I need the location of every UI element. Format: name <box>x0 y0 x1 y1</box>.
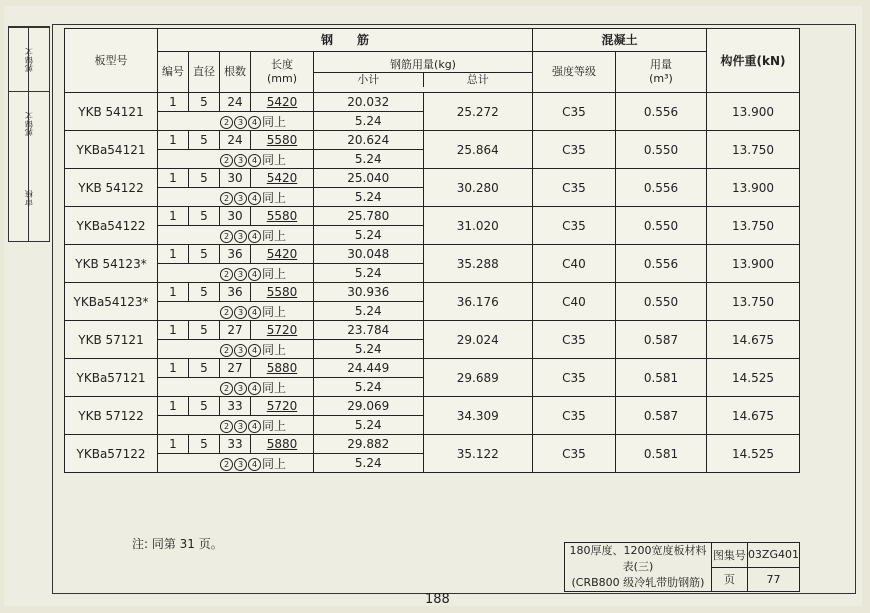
model-cell: YKBa54121 <box>65 131 158 169</box>
same-above-cell <box>158 378 314 397</box>
header-concrete: 混凝土 <box>533 29 707 52</box>
table-row <box>65 207 800 226</box>
weight-cell: 13.900 <box>707 169 800 207</box>
page-value: 77 <box>747 567 799 592</box>
header-length <box>251 52 314 93</box>
subtotal-cell: 23.784 <box>314 321 424 340</box>
count-cell: 30 <box>220 169 251 188</box>
count-cell: 33 <box>220 435 251 454</box>
subtotal-cell: 29.069 <box>314 397 424 416</box>
length-cell <box>251 169 314 188</box>
length-value: 5420 <box>266 171 298 185</box>
num-cell: 1 <box>158 93 189 112</box>
circled-number: 4 <box>248 420 261 433</box>
header-rebar: 钢 筋 <box>158 29 533 52</box>
total-cell: 25.864 <box>423 131 533 169</box>
length-cell <box>251 131 314 150</box>
subtotal2-cell: 5.24 <box>314 454 424 473</box>
title-block <box>564 542 800 592</box>
weight-cell: 13.750 <box>707 283 800 321</box>
circled-number: 3 <box>234 382 247 395</box>
subtotal-cell: 25.780 <box>314 207 424 226</box>
total-cell: 35.288 <box>423 245 533 283</box>
subtotal2-cell: 5.24 <box>314 378 424 397</box>
total-cell: 30.280 <box>423 169 533 207</box>
header-length-label: 长度 <box>271 58 293 71</box>
subtotal-cell: 20.032 <box>314 93 424 112</box>
dia-cell: 5 <box>189 169 220 188</box>
dia-cell: 5 <box>189 207 220 226</box>
count-cell: 33 <box>220 397 251 416</box>
total-cell: 31.020 <box>423 207 533 245</box>
model-cell: YKB 54123* <box>65 245 158 283</box>
length-cell <box>251 359 314 378</box>
dia-cell: 5 <box>189 359 220 378</box>
table-body <box>65 93 800 473</box>
subtotal-cell: 30.936 <box>314 283 424 302</box>
length-cell <box>251 93 314 112</box>
total-cell: 29.024 <box>423 321 533 359</box>
same-above-cell <box>158 416 314 435</box>
circled-number: 2 <box>220 192 233 205</box>
circled-number: 2 <box>220 458 233 471</box>
same-above-cell <box>158 302 314 321</box>
same-above-cell <box>158 150 314 169</box>
table-row <box>65 93 800 112</box>
same-above-cell <box>158 340 314 359</box>
circled-number: 4 <box>248 116 261 129</box>
same-above-text: 同上 <box>262 114 287 129</box>
circled-number: 4 <box>248 192 261 205</box>
circled-number: 4 <box>248 230 261 243</box>
strip-role: 审核 <box>24 190 34 206</box>
subtotal-cell: 20.624 <box>314 131 424 150</box>
num-cell: 1 <box>158 359 189 378</box>
volume-cell: 0.550 <box>616 131 707 169</box>
strip-names <box>9 27 49 92</box>
header-total: 总计 <box>466 72 489 86</box>
count-cell: 27 <box>220 321 251 340</box>
dia-cell: 5 <box>189 435 220 454</box>
count-cell: 36 <box>220 283 251 302</box>
length-value: 5720 <box>266 399 298 413</box>
same-above-text: 同上 <box>262 190 287 205</box>
weight-cell: 14.675 <box>707 321 800 359</box>
strip-name-2: 郭锦文 <box>24 112 34 136</box>
atlas-label: 图集号 <box>711 543 747 568</box>
count-cell: 27 <box>220 359 251 378</box>
header-usage-label: 钢筋用量(kg) <box>314 58 532 73</box>
header-num: 编号 <box>158 52 189 93</box>
same-above-text: 同上 <box>262 418 287 433</box>
header-volume-unit: (m³) <box>649 72 673 85</box>
count-cell: 24 <box>220 93 251 112</box>
same-above-text: 同上 <box>262 380 287 395</box>
same-above-cell <box>158 264 314 283</box>
subtotal-cell: 29.882 <box>314 435 424 454</box>
circled-number: 2 <box>220 382 233 395</box>
num-cell: 1 <box>158 321 189 340</box>
length-cell <box>251 245 314 264</box>
material-table <box>64 28 800 473</box>
length-cell <box>251 435 314 454</box>
grade-cell: C40 <box>533 283 616 321</box>
subtotal2-cell: 5.24 <box>314 302 424 321</box>
dia-cell: 5 <box>189 93 220 112</box>
count-cell: 36 <box>220 245 251 264</box>
grade-cell: C35 <box>533 169 616 207</box>
num-cell: 1 <box>158 131 189 150</box>
num-cell: 1 <box>158 207 189 226</box>
circled-number: 3 <box>234 458 247 471</box>
length-value: 5880 <box>266 361 298 375</box>
circled-number: 2 <box>220 268 233 281</box>
table-row <box>65 397 800 416</box>
volume-cell: 0.556 <box>616 245 707 283</box>
atlas-value: 03ZG401 <box>747 543 799 568</box>
subtotal-cell: 25.040 <box>314 169 424 188</box>
strip-name: 郭锦文 <box>24 48 34 72</box>
length-value: 5720 <box>266 323 298 337</box>
model-cell: YKBa54123* <box>65 283 158 321</box>
header-volume-label: 用量 <box>650 58 672 71</box>
circled-number: 4 <box>248 268 261 281</box>
strip-names-2 <box>9 91 49 156</box>
weight-cell: 14.525 <box>707 435 800 473</box>
subtotal-cell: 30.048 <box>314 245 424 264</box>
circled-number: 4 <box>248 154 261 167</box>
num-cell: 1 <box>158 435 189 454</box>
title-cell <box>565 543 712 592</box>
header-grade: 强度等级 <box>533 52 616 93</box>
weight-cell: 13.750 <box>707 207 800 245</box>
volume-cell: 0.556 <box>616 169 707 207</box>
strip-roles <box>9 155 49 241</box>
circled-number: 2 <box>220 306 233 319</box>
grade-cell: C35 <box>533 321 616 359</box>
subtotal2-cell: 5.24 <box>314 112 424 131</box>
circled-number: 2 <box>220 116 233 129</box>
model-cell: YKB 54121 <box>65 93 158 131</box>
length-value: 5580 <box>266 209 298 223</box>
header-count: 根数 <box>220 52 251 93</box>
circled-number: 2 <box>220 420 233 433</box>
model-cell: YKB 57122 <box>65 397 158 435</box>
table-row <box>65 245 800 264</box>
length-cell <box>251 321 314 340</box>
page-label: 页 <box>711 567 747 592</box>
num-cell: 1 <box>158 169 189 188</box>
same-above-text: 同上 <box>262 342 287 357</box>
dia-cell: 5 <box>189 245 220 264</box>
dia-cell: 5 <box>189 131 220 150</box>
header-volume <box>616 52 707 93</box>
same-above-cell <box>158 112 314 131</box>
dia-cell: 5 <box>189 283 220 302</box>
grade-cell: C35 <box>533 359 616 397</box>
subtotal2-cell: 5.24 <box>314 264 424 283</box>
subtotal2-cell: 5.24 <box>314 188 424 207</box>
length-cell <box>251 397 314 416</box>
total-cell: 35.122 <box>423 435 533 473</box>
volume-cell: 0.550 <box>616 283 707 321</box>
volume-cell: 0.587 <box>616 397 707 435</box>
weight-cell: 13.750 <box>707 131 800 169</box>
count-cell: 24 <box>220 131 251 150</box>
model-cell: YKB 54122 <box>65 169 158 207</box>
circled-number: 3 <box>234 192 247 205</box>
subtotal2-cell: 5.24 <box>314 150 424 169</box>
circled-number: 4 <box>248 344 261 357</box>
grade-cell: C35 <box>533 207 616 245</box>
model-cell: YKBa54122 <box>65 207 158 245</box>
header-weight: 构件重(kN) <box>707 29 800 93</box>
volume-cell: 0.556 <box>616 93 707 131</box>
circled-number: 3 <box>234 230 247 243</box>
volume-cell: 0.581 <box>616 435 707 473</box>
circled-number: 3 <box>234 116 247 129</box>
same-above-text: 同上 <box>262 152 287 167</box>
same-above-cell <box>158 226 314 245</box>
total-cell: 25.272 <box>423 93 533 131</box>
table-row <box>65 283 800 302</box>
header-model: 板型号 <box>65 29 158 93</box>
grade-cell: C35 <box>533 131 616 169</box>
volume-cell: 0.581 <box>616 359 707 397</box>
grade-cell: C35 <box>533 93 616 131</box>
table-row <box>65 321 800 340</box>
table-row <box>65 359 800 378</box>
same-above-text: 同上 <box>262 304 287 319</box>
length-value: 5580 <box>266 285 298 299</box>
length-value: 5580 <box>266 133 298 147</box>
grade-cell: C40 <box>533 245 616 283</box>
header-length-unit: (mm) <box>266 72 297 85</box>
subtotal2-cell: 5.24 <box>314 416 424 435</box>
header-dia: 直径 <box>189 52 220 93</box>
subtotal2-cell: 5.24 <box>314 226 424 245</box>
header-usage <box>314 52 533 93</box>
weight-cell: 14.675 <box>707 397 800 435</box>
subtotal-cell: 24.449 <box>314 359 424 378</box>
grade-cell: C35 <box>533 435 616 473</box>
total-cell: 29.689 <box>423 359 533 397</box>
num-cell: 1 <box>158 283 189 302</box>
circled-number: 2 <box>220 230 233 243</box>
num-cell: 1 <box>158 245 189 264</box>
same-above-text: 同上 <box>262 456 287 471</box>
subtotal2-cell: 5.24 <box>314 340 424 359</box>
length-cell <box>251 283 314 302</box>
circled-number: 3 <box>234 154 247 167</box>
volume-cell: 0.587 <box>616 321 707 359</box>
circled-number: 4 <box>248 306 261 319</box>
num-cell: 1 <box>158 397 189 416</box>
weight-cell: 13.900 <box>707 245 800 283</box>
total-cell: 36.176 <box>423 283 533 321</box>
weight-cell: 13.900 <box>707 93 800 131</box>
title-line2: (CRB800 级冷轧带肋钢筋) <box>571 576 705 589</box>
table-row <box>65 131 800 150</box>
model-cell: YKBa57121 <box>65 359 158 397</box>
volume-cell: 0.550 <box>616 207 707 245</box>
table-row <box>65 169 800 188</box>
circled-number: 4 <box>248 458 261 471</box>
dia-cell: 5 <box>189 321 220 340</box>
length-value: 5880 <box>266 437 298 451</box>
circled-number: 2 <box>220 154 233 167</box>
header-subtotal: 小计 <box>314 73 424 87</box>
length-cell <box>251 207 314 226</box>
weight-cell: 14.525 <box>707 359 800 397</box>
dia-cell: 5 <box>189 397 220 416</box>
length-value: 5420 <box>266 247 298 261</box>
count-cell: 30 <box>220 207 251 226</box>
circled-number: 3 <box>234 306 247 319</box>
circled-number: 3 <box>234 420 247 433</box>
binding-strip <box>8 26 50 242</box>
title-line1: 180厚度、1200宽度板材料表(三) <box>569 544 707 573</box>
note: 注: 同第 31 页。 <box>132 537 223 551</box>
total-cell: 34.309 <box>423 397 533 435</box>
same-above-text: 同上 <box>262 266 287 281</box>
same-above-text: 同上 <box>262 228 287 243</box>
model-cell: YKB 57121 <box>65 321 158 359</box>
model-cell: YKBa57122 <box>65 435 158 473</box>
same-above-cell <box>158 454 314 473</box>
same-above-cell <box>158 188 314 207</box>
circled-number: 4 <box>248 382 261 395</box>
circled-number: 3 <box>234 268 247 281</box>
length-value: 5420 <box>266 95 298 109</box>
grade-cell: C35 <box>533 397 616 435</box>
circled-number: 2 <box>220 344 233 357</box>
circled-number: 3 <box>234 344 247 357</box>
table-row <box>65 435 800 454</box>
page-number: 188 <box>425 592 450 607</box>
